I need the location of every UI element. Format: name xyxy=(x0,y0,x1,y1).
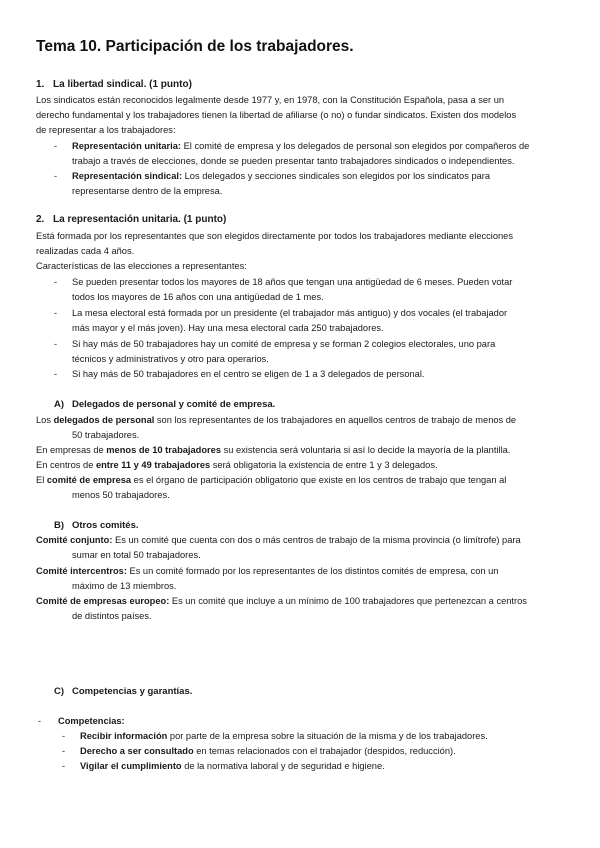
text-line: 50 trabajadores. xyxy=(72,430,140,440)
paragraph xyxy=(36,413,572,443)
dash-bullet: - xyxy=(54,141,58,151)
section-2-title: La representación unitaria. (1 punto) xyxy=(53,214,227,225)
text-line: Si hay más de 50 trabajadores hay un comité de empresa y se forman 2 colegios electorales, uno para xyxy=(72,339,496,349)
dash-bullet: - xyxy=(62,731,66,741)
characteristics-heading: Características de las elecciones a representantes: xyxy=(36,261,247,271)
section-2-intro xyxy=(36,229,576,274)
subsection-c-heading xyxy=(54,684,192,699)
subsection-title: Otros comités. xyxy=(72,520,139,531)
list-item xyxy=(54,337,564,367)
list-item xyxy=(62,744,572,759)
dash-bullet: - xyxy=(54,339,58,349)
section-1-title: La libertad sindical. (1 punto) xyxy=(53,79,192,90)
list-item xyxy=(54,169,564,199)
list-item xyxy=(62,729,572,744)
text-line: Está formada por los representantes que son elegidos directamente por todos los trabajadores mediante elecciones xyxy=(36,231,514,241)
dash-bullet: - xyxy=(54,369,58,379)
section-1-number: 1. xyxy=(36,79,45,90)
text-line: más mayor y el más joven). Hay una mesa electoral cada 250 trabajadores. xyxy=(72,323,384,333)
text-line: El comité de empresa y los delegados de personal son elegidos por compañeros de xyxy=(183,141,530,151)
list-item-term: Representación sindical: xyxy=(72,171,183,181)
text-run: de la normativa laboral y de seguridad e higiene. xyxy=(181,761,385,771)
text-run: es el órgano de participación obligatorio que existe en los centros de trabajo que tengan al xyxy=(131,475,507,485)
list-item xyxy=(54,139,564,169)
text-line: todos los mayores de 16 años con una antigüedad de 1 mes. xyxy=(72,292,324,302)
text-line: Los delegados y secciones sindicales son elegidos por los sindicatos para xyxy=(184,171,491,181)
section-2-number: 2. xyxy=(36,214,45,225)
section-2-heading xyxy=(36,212,226,227)
section-1-intro xyxy=(36,93,576,138)
dash-bullet: - xyxy=(62,746,66,756)
text-line: de distintos países. xyxy=(72,611,152,621)
bold-term: Comité conjunto: xyxy=(36,535,113,545)
text-line: menos 50 trabajadores. xyxy=(72,490,170,500)
bold-term: comité de empresa xyxy=(46,475,132,485)
section-1-heading xyxy=(36,77,192,92)
text-line: realizadas cada 4 años. xyxy=(36,246,135,256)
subsection-a-heading xyxy=(54,397,275,412)
text-run: En empresas de xyxy=(36,445,107,455)
text-line: Los sindicatos están reconocidos legalmente desde 1977 y, en 1978, con la Constitución Española, pasa a ser un xyxy=(36,95,505,105)
bold-term: Derecho a ser consultado xyxy=(80,746,194,756)
list-item xyxy=(54,275,564,305)
text-line: Se pueden presentar todos los mayores de 18 años que tengan una antigüedad de 6 meses. Pueden votar xyxy=(72,277,513,287)
text-run: Es un comité que incluye a un mínimo de 100 trabajadores que pertenezcan a centros xyxy=(169,596,527,606)
dash-bullet: - xyxy=(54,277,58,287)
subsection-title: Competencias y garantías. xyxy=(72,686,193,697)
bold-term: delegados de personal xyxy=(53,415,155,425)
bold-term: Vigilar el cumplimiento xyxy=(80,761,182,771)
text-run: En centros de xyxy=(36,460,96,470)
competencias-label: Competencias: xyxy=(58,716,125,726)
bold-term: entre 11 y 49 trabajadores xyxy=(95,460,211,470)
page-title: Tema 10. Participación de los trabajadores. xyxy=(36,38,354,55)
bold-term: Recibir información xyxy=(80,731,168,741)
subsection-letter: C) xyxy=(54,686,65,697)
list-item xyxy=(62,759,572,774)
paragraph xyxy=(36,533,572,563)
list-item xyxy=(54,367,564,382)
list-item xyxy=(54,306,564,336)
subsection-letter: B) xyxy=(54,520,65,531)
bold-term: Comité intercentros: xyxy=(36,566,127,576)
list-item-term: Representación unitaria: xyxy=(72,141,182,151)
paragraph xyxy=(36,594,572,624)
text-run: Es un comité formado por los representantes de los distintos comités de empresa, con un xyxy=(126,566,499,576)
dash-bullet: - xyxy=(54,308,58,318)
text-line: sumar en total 50 trabajadores. xyxy=(72,550,201,560)
dash-bullet: - xyxy=(54,171,58,181)
text-line: máximo de 13 miembros. xyxy=(72,581,177,591)
text-line: Si hay más de 50 trabajadores en el centro se eligen de 1 a 3 delegados de personal. xyxy=(72,369,425,379)
text-run: Los xyxy=(36,415,54,425)
text-run: Es un comité que cuenta con dos o más centros de trabajo de la misma provincia (o limítrofe) para xyxy=(112,535,521,545)
competencias-heading xyxy=(38,714,125,729)
paragraph xyxy=(36,458,572,473)
text-line: La mesa electoral está formada por un presidente (el trabajador más antiguo) y dos vocales (el trabajador xyxy=(72,308,508,318)
paragraph xyxy=(36,564,572,594)
text-run: por parte de la empresa sobre la situación de la misma y de los trabajadores. xyxy=(167,731,488,741)
text-run: son los representantes de los trabajadores en aquellos centros de trabajo de menos de xyxy=(154,415,517,425)
subsection-title: Delegados de personal y comité de empresa. xyxy=(72,399,276,410)
text-run: su existencia será voluntaria si así lo decide la mayoría de la plantilla. xyxy=(221,445,511,455)
paragraph xyxy=(36,443,572,458)
text-line: trabajo a través de elecciones, donde se pueden presentar tanto trabajadores sindicados o independientes. xyxy=(72,156,515,166)
text-run: en temas relacionados con el trabajador (despidos, reducción). xyxy=(193,746,456,756)
dash-bullet: - xyxy=(62,761,66,771)
bold-term: menos de 10 trabajadores xyxy=(106,445,221,455)
dash-bullet: - xyxy=(38,716,42,726)
text-line: derecho fundamental y los trabajadores tienen la libertad de afiliarse (o no) o fundar sindicatos. Existen dos modelos xyxy=(36,110,517,120)
paragraph xyxy=(36,473,572,503)
bold-term: Comité de empresas europeo: xyxy=(36,596,170,606)
text-line: técnicos y administrativos y otro para operarios. xyxy=(72,354,269,364)
text-run: El xyxy=(36,475,47,485)
subsection-letter: A) xyxy=(54,399,65,410)
subsection-b-heading xyxy=(54,518,139,533)
text-line: representarse dentro de la empresa. xyxy=(72,186,223,196)
text-line: de representar a los trabajadores: xyxy=(36,125,176,135)
text-run: será obligatoria la existencia de entre 1 y 3 delegados. xyxy=(210,460,438,470)
